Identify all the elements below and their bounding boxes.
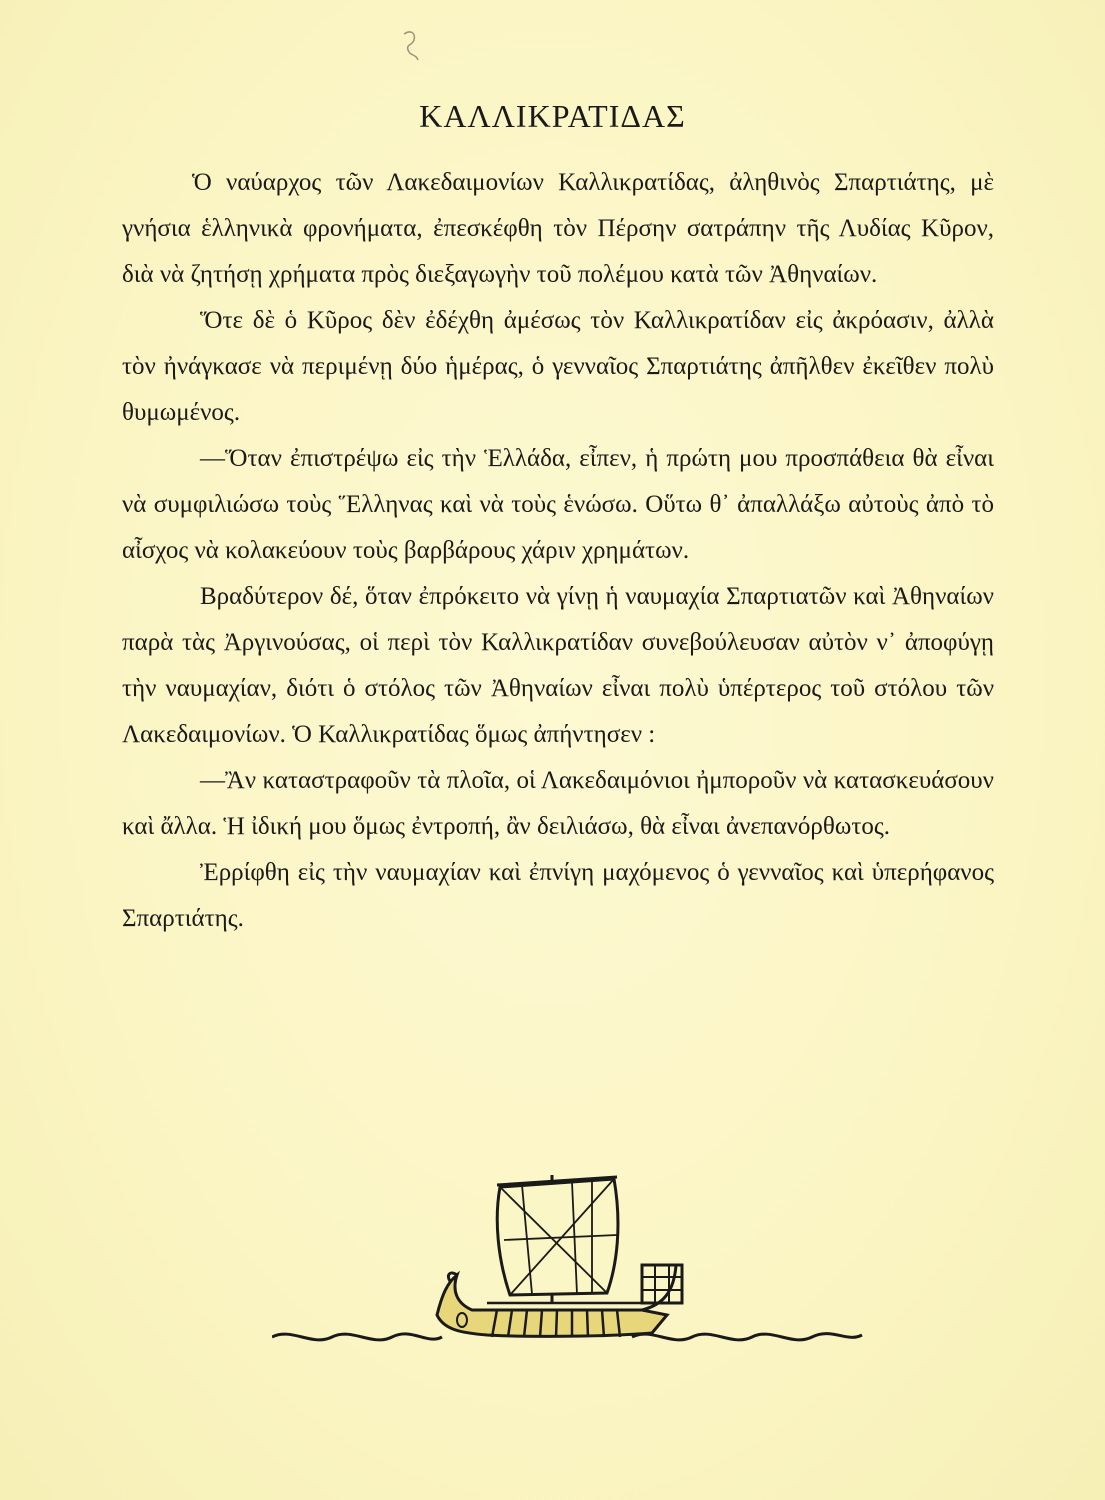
paragraph: Ὅτε δὲ ὁ Κῦρος δὲν ἐδέχθη ἀμέσως τὸν Καλλικρατίδαν εἰς ἀκρόασιν, ἀλλὰ τὸν ἠνάγκασε νὰ περιμένῃ δύο ἡμέρας, ὁ γενναῖος Σπαρτιάτης ἀπῆλθεν ἐκεῖθεν πολὺ θυμωμένος. xyxy=(122,307,994,426)
ship-ornament-icon xyxy=(272,1165,872,1365)
paragraph: —Ἂν καταστραφοῦν τὰ πλοῖα, οἱ Λακεδαιμόνιοι ἠμποροῦν νὰ κατασκευάσουν καὶ ἄλλα. Ἡ ἰδική μου ὅμως ἐντροπή, ἂν δειλιάσω, θὰ εἶναι ἀνεπανόρθωτος. xyxy=(122,767,994,840)
body-text xyxy=(122,160,994,942)
paragraph: Ἐρρίφθη εἰς τὴν ναυμαχίαν καὶ ἐπνίγη μαχόμενος ὁ γενναῖος καὶ ὑπερήφανος Σπαρτιάτης. xyxy=(122,859,994,932)
paragraph: Ὁ ναύαρχος τῶν Λακεδαιμονίων Καλλικρατίδας, ἀληθινὸς Σπαρτιάτης, μὲ γνήσια ἑλληνικὰ φρονήματα, ἐπεσκέφθη τὸν Πέρσην σατράπην τῆς Λυδίας Κῦρον, διὰ νὰ ζητήσῃ χρήματα πρὸς διεξαγωγὴν τοῦ πολέμου κατὰ τῶν Ἀθηναίων. xyxy=(122,169,994,288)
pencil-mark-icon xyxy=(390,28,430,68)
paragraph: —Ὅταν ἐπιστρέψω εἰς τὴν Ἑλλάδα, εἶπεν, ἡ πρώτη μου προσπάθεια θὰ εἶναι νὰ συμφιλιώσω τοὺς Ἕλληνας καὶ νὰ τοὺς ἑνώσω. Οὕτω θ᾽ ἀπαλλάξω αὐτοὺς ἀπὸ τὸ αἶσχος νὰ κολακεύουν τοὺς βαρβάρους χάριν χρημάτων. xyxy=(122,445,994,564)
page-title: ΚΑΛΛΙΚΡΑΤΙΔΑΣ xyxy=(419,98,686,134)
paragraph: Βραδύτερον δέ, ὅταν ἐπρόκειτο νὰ γίνῃ ἡ ναυμαχία Σπαρτιατῶν καὶ Ἀθηναίων παρὰ τὰς Ἀργινούσας, οἱ περὶ τὸν Καλλικρατίδαν συνεβούλευσαν αὐτὸν ν᾽ ἀποφύγῃ τὴν ναυμαχίαν, διότι ὁ στόλος τῶν Ἀθηναίων εἶναι πολὺ ὑπέρτερος τοῦ στόλου τῶν Λακεδαιμονίων. Ὁ Καλλικρατίδας ὅμως ἀπήντησεν : xyxy=(122,583,994,748)
